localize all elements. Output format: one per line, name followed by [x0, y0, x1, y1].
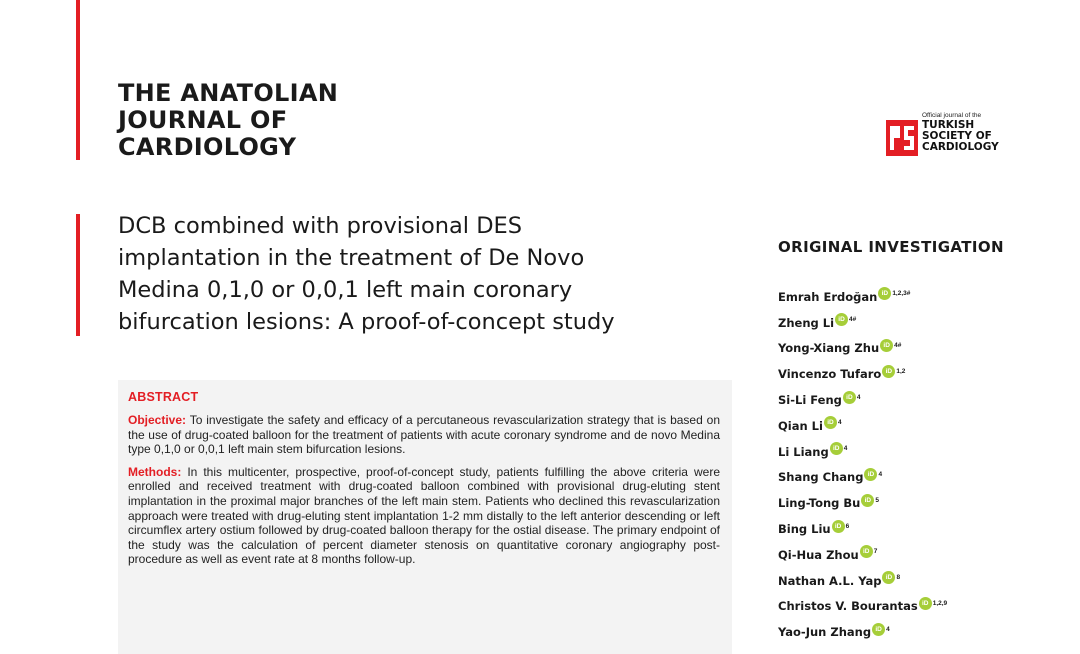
author-affiliation: 4 — [878, 470, 883, 478]
author-item — [778, 619, 1068, 645]
society-name-line: CARDIOLOGY — [922, 141, 999, 153]
orcid-icon[interactable]: iD — [882, 365, 895, 378]
orcid-icon[interactable]: iD — [872, 623, 885, 636]
author-name: Shang Chang — [778, 470, 864, 485]
author-name: Zheng Li — [778, 315, 835, 330]
article-type-label: ORIGINAL INVESTIGATION — [778, 238, 1004, 256]
author-affiliation: 4 — [856, 393, 861, 401]
author-name: Si-Li Feng — [778, 393, 842, 408]
author-item — [778, 361, 1068, 387]
author-name: Vincenzo Tufaro — [778, 367, 882, 382]
author-name: Li Liang — [778, 444, 829, 459]
author-name: Bing Liu — [778, 522, 831, 537]
orcid-icon[interactable]: iD — [882, 571, 895, 584]
author-name: Qian Li — [778, 418, 823, 433]
author-affiliation: 4# — [894, 341, 902, 349]
author-affiliation: 4 — [886, 625, 890, 633]
author-affiliation: 1,2,3# — [892, 290, 911, 298]
society-name — [922, 120, 999, 153]
author-item — [778, 310, 1068, 336]
author-affiliation: 1,2,9 — [932, 599, 948, 607]
author-list — [778, 284, 1068, 645]
orcid-icon[interactable]: iD — [832, 520, 845, 533]
journal-name — [118, 80, 338, 161]
orcid-icon[interactable]: iD — [843, 391, 856, 404]
journal-name-line: JOURNAL OF — [118, 106, 288, 134]
society-name-line: TURKISH — [922, 119, 975, 131]
orcid-icon[interactable]: iD — [860, 545, 873, 558]
orcid-icon[interactable]: iD — [919, 597, 932, 610]
author-name: Christos V. Bourantas — [778, 599, 918, 614]
author-affiliation: 4 — [843, 445, 848, 453]
journal-name-line: CARDIOLOGY — [118, 133, 297, 161]
author-affiliation: 6 — [845, 522, 850, 530]
author-item — [778, 284, 1068, 310]
society-badge — [886, 112, 1026, 162]
orcid-icon[interactable]: iD — [824, 416, 837, 429]
society-name-line: SOCIETY OF — [922, 130, 992, 142]
author-item — [778, 542, 1068, 568]
author-item — [778, 594, 1068, 620]
abstract-objective — [128, 413, 720, 457]
author-affiliation: 8 — [896, 574, 901, 582]
abstract-box — [118, 380, 732, 654]
methods-text: In this multicenter, prospective, proof-of-concept study, patients fulfilling the above criteria were enrolled and received treatment with drug-coated balloon combined with provisional drug-eluting stent implantation in the proximal major branches of the left main stem. Patients who declined this revascularization approach were treated with drug-eluting stent implantation 1-2 mm distally to the left anterior descending or left circumflex artery ostium followed by drug-coated balloon therapy for the ostial disease. The primary endpoint of the study was the calculation of percent diameter stenosis on quantitative coronary angiography post-procedure as well as event rate at 8 months follow-up. — [128, 464, 720, 567]
article-title-line: bifurcation lesions: A proof-of-concept study — [118, 309, 615, 335]
author-affiliation: 4 — [837, 419, 842, 427]
author-item — [778, 490, 1068, 516]
article-title-line: Medina 0,1,0 or 0,0,1 left main coronary — [118, 277, 573, 303]
orcid-icon[interactable]: iD — [830, 442, 843, 455]
accent-bar-title — [76, 214, 80, 336]
article-title-line: implantation in the treatment of De Novo — [118, 245, 585, 271]
author-affiliation: 7 — [873, 548, 878, 556]
orcid-icon[interactable]: iD — [835, 313, 848, 326]
orcid-icon[interactable]: iD — [880, 339, 893, 352]
author-name: Yong-Xiang Zhu — [778, 341, 880, 356]
accent-bar-top — [76, 0, 80, 160]
objective-text: To investigate the safety and efficacy of a percutaneous revascularization strategy that is based on the use of drug-coated balloon for the treatment of patients with acute coronary syndrome and de novo Medina type 0,1,0 or 0,0,1 left main stem bifurcation lesions. — [128, 413, 720, 457]
orcid-icon[interactable]: iD — [861, 494, 874, 507]
article-title-line: DCB combined with provisional DES — [118, 213, 523, 239]
author-affiliation: 1,2 — [896, 367, 906, 375]
society-kicker: Official journal of the — [922, 112, 982, 119]
journal-name-line: THE ANATOLIAN — [118, 79, 339, 107]
article-title — [118, 210, 738, 338]
abstract-methods — [128, 465, 720, 567]
author-name: Qi-Hua Zhou — [778, 547, 859, 562]
author-affiliation: 4# — [849, 316, 857, 324]
author-name: Nathan A.L. Yap — [778, 573, 882, 588]
author-item — [778, 413, 1068, 439]
author-item — [778, 465, 1068, 491]
orcid-icon[interactable]: iD — [878, 287, 891, 300]
author-item — [778, 568, 1068, 594]
author-item — [778, 516, 1068, 542]
author-name: Yao-Jun Zhang — [778, 625, 872, 640]
abstract-heading: ABSTRACT — [128, 390, 199, 404]
author-item — [778, 336, 1068, 362]
author-name: Emrah Erdoğan — [778, 289, 878, 304]
author-name: Ling-Tong Bu — [778, 496, 861, 511]
tsc-logo-icon — [886, 120, 918, 156]
author-item — [778, 439, 1068, 465]
author-item — [778, 387, 1068, 413]
methods-label: Methods: — [128, 464, 182, 479]
objective-label: Objective: — [128, 413, 187, 427]
author-affiliation: 5 — [875, 496, 879, 504]
orcid-icon[interactable]: iD — [864, 468, 877, 481]
